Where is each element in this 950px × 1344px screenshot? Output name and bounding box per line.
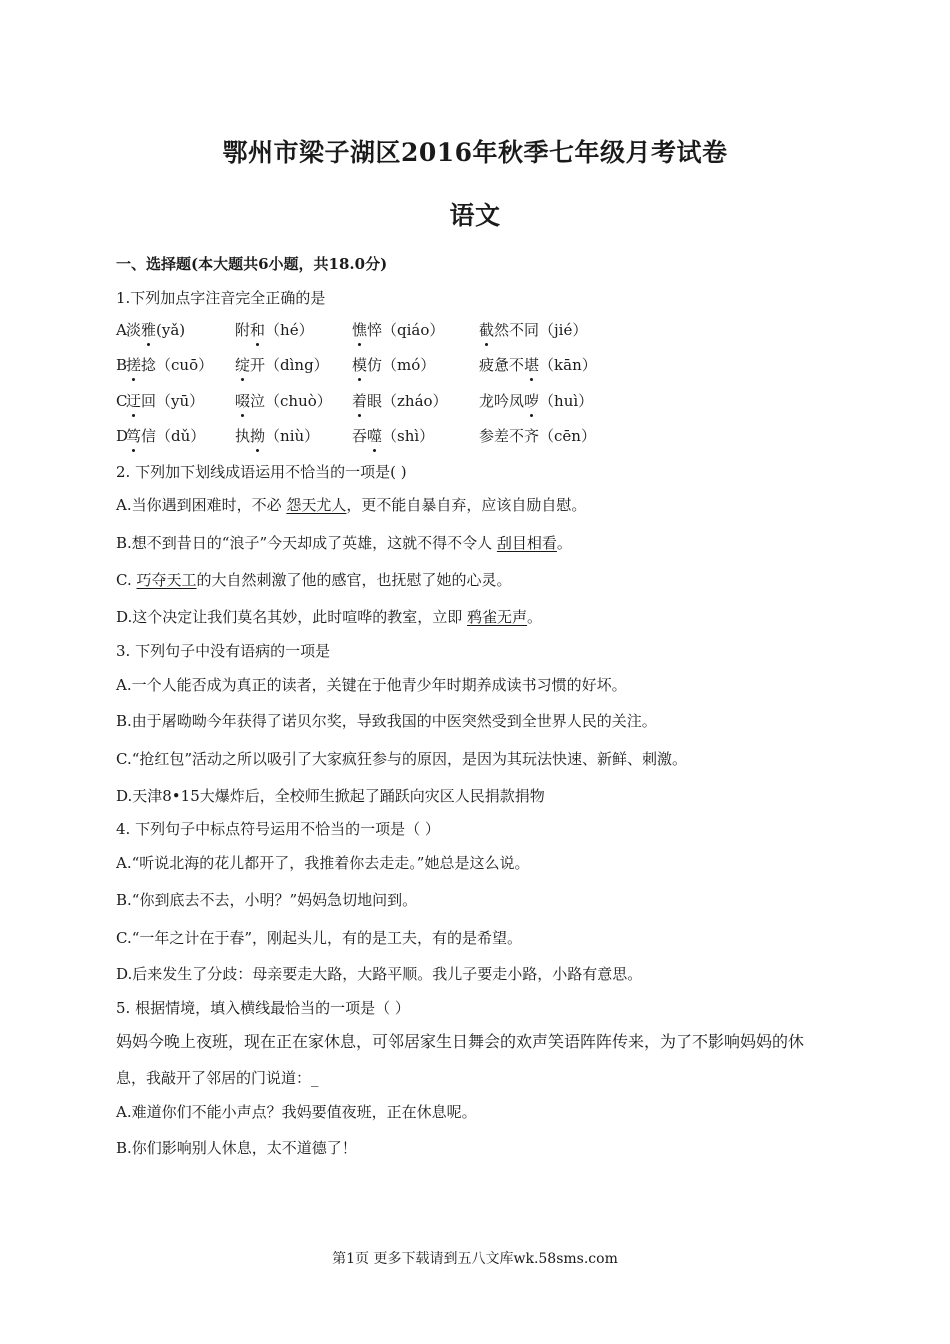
dotted-character: 笃 [126, 427, 142, 445]
section-heading: 一、选择题(本大题共6小题，共18.0分) [116, 255, 388, 273]
pinyin-item [126, 391, 204, 411]
pinyin-item [126, 355, 213, 375]
dotted-character: 雅 [141, 321, 157, 339]
item-text: 然不同（jié） [494, 321, 588, 339]
question-5-option-b: B.你们影响别人休息，太不道德了！ [116, 1139, 357, 1157]
dotted-character: 迂 [126, 392, 142, 410]
option-text: 。 [556, 534, 572, 552]
question-5-stem: 5. 根据情境，填入横线最恰当的一项是（ ） [116, 999, 410, 1017]
pinyin-item [126, 320, 185, 340]
question-4-option-d: D.后来发生了分歧：母亲要走大路，大路平顺。我儿子要走小路，小路有意思。 [116, 965, 643, 983]
option-label: D [116, 427, 129, 445]
page-footer: 第1页 更多下载请到五八文库wk.58sms.com [332, 1251, 618, 1267]
item-text: 龙吟凤 [479, 392, 525, 410]
dotted-character: 截 [479, 321, 495, 339]
question-3-option-b: B.由于屠呦呦今年获得了诺贝尔奖，导致我国的中医突然受到全世界人民的关注。 [116, 712, 657, 730]
item-text: 捻（cuō） [141, 356, 214, 374]
item-text: 参差不齐（cēn） [479, 427, 596, 445]
item-text: 眼（zháo） [367, 392, 448, 410]
dotted-character: 堪 [524, 356, 540, 374]
option-label: B [116, 356, 128, 374]
underlined-idiom: 怨天尤人 [286, 496, 347, 514]
item-text: 吞 [352, 427, 368, 445]
question-1-option-row [116, 355, 836, 377]
item-text: 开（dìng） [250, 356, 329, 374]
question-4-option-a: A.“听说北海的花儿都开了，我推着你去走走。”她总是这么说。 [116, 854, 530, 872]
underlined-idiom: 刮目相看 [496, 534, 557, 552]
question-2-option-a [116, 495, 586, 515]
question-2-option-c [116, 570, 512, 590]
question-2-option-d [116, 607, 542, 627]
question-5-context-cont: 息，我敲开了邻居的门说道：_ [116, 1069, 319, 1087]
pinyin-item [235, 391, 332, 411]
item-text: (yǎ) [156, 321, 186, 339]
dotted-character: 绽 [235, 356, 251, 374]
pinyin-item [479, 320, 587, 340]
pinyin-item [352, 355, 435, 375]
question-1-option-row [116, 391, 836, 413]
subject-title: 语文 [449, 201, 501, 230]
pinyin-item [235, 355, 329, 375]
question-4-option-b: B.“你到底去不去，小明？”妈妈急切地问到。 [116, 891, 418, 909]
question-4-stem: 4. 下列句子中标点符号运用不恰当的一项是（ ） [116, 820, 440, 838]
question-5-context: 妈妈今晚上夜班，现在正在家休息，可邻居家生日舞会的欢声笑语阵阵传来，为了不影响妈妈的休 [116, 1032, 805, 1051]
question-3-stem: 3. 下列句子中没有语病的一项是 [116, 642, 331, 660]
item-text: 泣（chuò） [250, 392, 332, 410]
dotted-character: 模 [352, 356, 368, 374]
question-2-option-b [116, 533, 572, 553]
option-text: 。 [527, 608, 543, 626]
pinyin-item [352, 391, 448, 411]
option-text: B.想不到昔日的“浪子”今天却成了英雄，这就不得不令人 [116, 534, 497, 552]
dotted-character: 哕 [524, 392, 540, 410]
question-1-option-row [116, 320, 836, 342]
question-3-option-d: D.天津8•15大爆炸后，全校师生掀起了踊跃向灾区人民捐款捐物 [116, 787, 545, 805]
option-text: 的大自然刺激了他的感官，也抚慰了她的心灵。 [196, 571, 512, 589]
pinyin-item [479, 426, 596, 446]
item-text: 回（yū） [141, 392, 205, 410]
option-text: D.这个决定让我们莫名其妙，此时喧哗的教室，立即 [116, 608, 468, 626]
dotted-character: 啜 [235, 392, 251, 410]
pinyin-item [235, 426, 319, 446]
item-text: （hé） [265, 321, 314, 339]
item-text: （kān） [539, 356, 597, 374]
item-text: （huì） [539, 392, 594, 410]
item-text: 疲惫不 [479, 356, 525, 374]
item-text: （niù） [265, 427, 320, 445]
question-3-option-c: C.“抢红包”活动之所以吸引了大家疯狂参与的原因，是因为其玩法快速、新鲜、刺激。 [116, 750, 688, 768]
item-text: 信（dǔ） [141, 427, 206, 445]
dotted-character: 着 [352, 392, 368, 410]
pinyin-item [235, 320, 314, 340]
dotted-character: 搓 [126, 356, 142, 374]
pinyin-item [352, 320, 444, 340]
underlined-idiom: 巧夺天工 [136, 571, 197, 589]
item-text: 执 [235, 427, 251, 445]
pinyin-item [126, 426, 205, 446]
exam-title: 鄂州市梁子湖区2016年秋季七年级月考试卷 [222, 138, 728, 167]
dotted-character: 拗 [250, 427, 266, 445]
item-text: 仿（mó） [367, 356, 436, 374]
item-text: （shì） [382, 427, 435, 445]
pinyin-item [479, 391, 593, 411]
option-text: A.当你遇到困难时，不必 [116, 496, 287, 514]
underlined-idiom: 鸦雀无声 [467, 608, 528, 626]
dotted-character: 噬 [367, 427, 383, 445]
option-text: C. [116, 571, 137, 589]
question-2-stem: 2. 下列加下划线成语运用不恰当的一项是( ) [116, 463, 407, 481]
option-label: C [116, 392, 128, 410]
item-text: 附 [235, 321, 251, 339]
pinyin-item [352, 426, 434, 446]
option-text: ，更不能自暴自弃，应该自励自慰。 [346, 496, 587, 514]
dotted-character: 和 [250, 321, 266, 339]
question-4-option-c: C.“一年之计在于春”，刚起头儿，有的是工夫，有的是希望。 [116, 929, 523, 947]
question-1-option-row [116, 426, 836, 448]
question-1-stem: 1.下列加点字注音完全正确的是 [116, 289, 326, 307]
item-text: 悴（qiáo） [367, 321, 445, 339]
question-3-option-a: A.一个人能否成为真正的读者，关键在于他青少年时期养成读书习惯的好坏。 [116, 676, 627, 694]
item-text: 淡 [126, 321, 142, 339]
pinyin-item [479, 355, 597, 375]
option-label: A [116, 321, 127, 339]
dotted-character: 憔 [352, 321, 368, 339]
question-5-option-a: A.难道你们不能小声点？我妈要值夜班，正在休息呢。 [116, 1103, 477, 1121]
